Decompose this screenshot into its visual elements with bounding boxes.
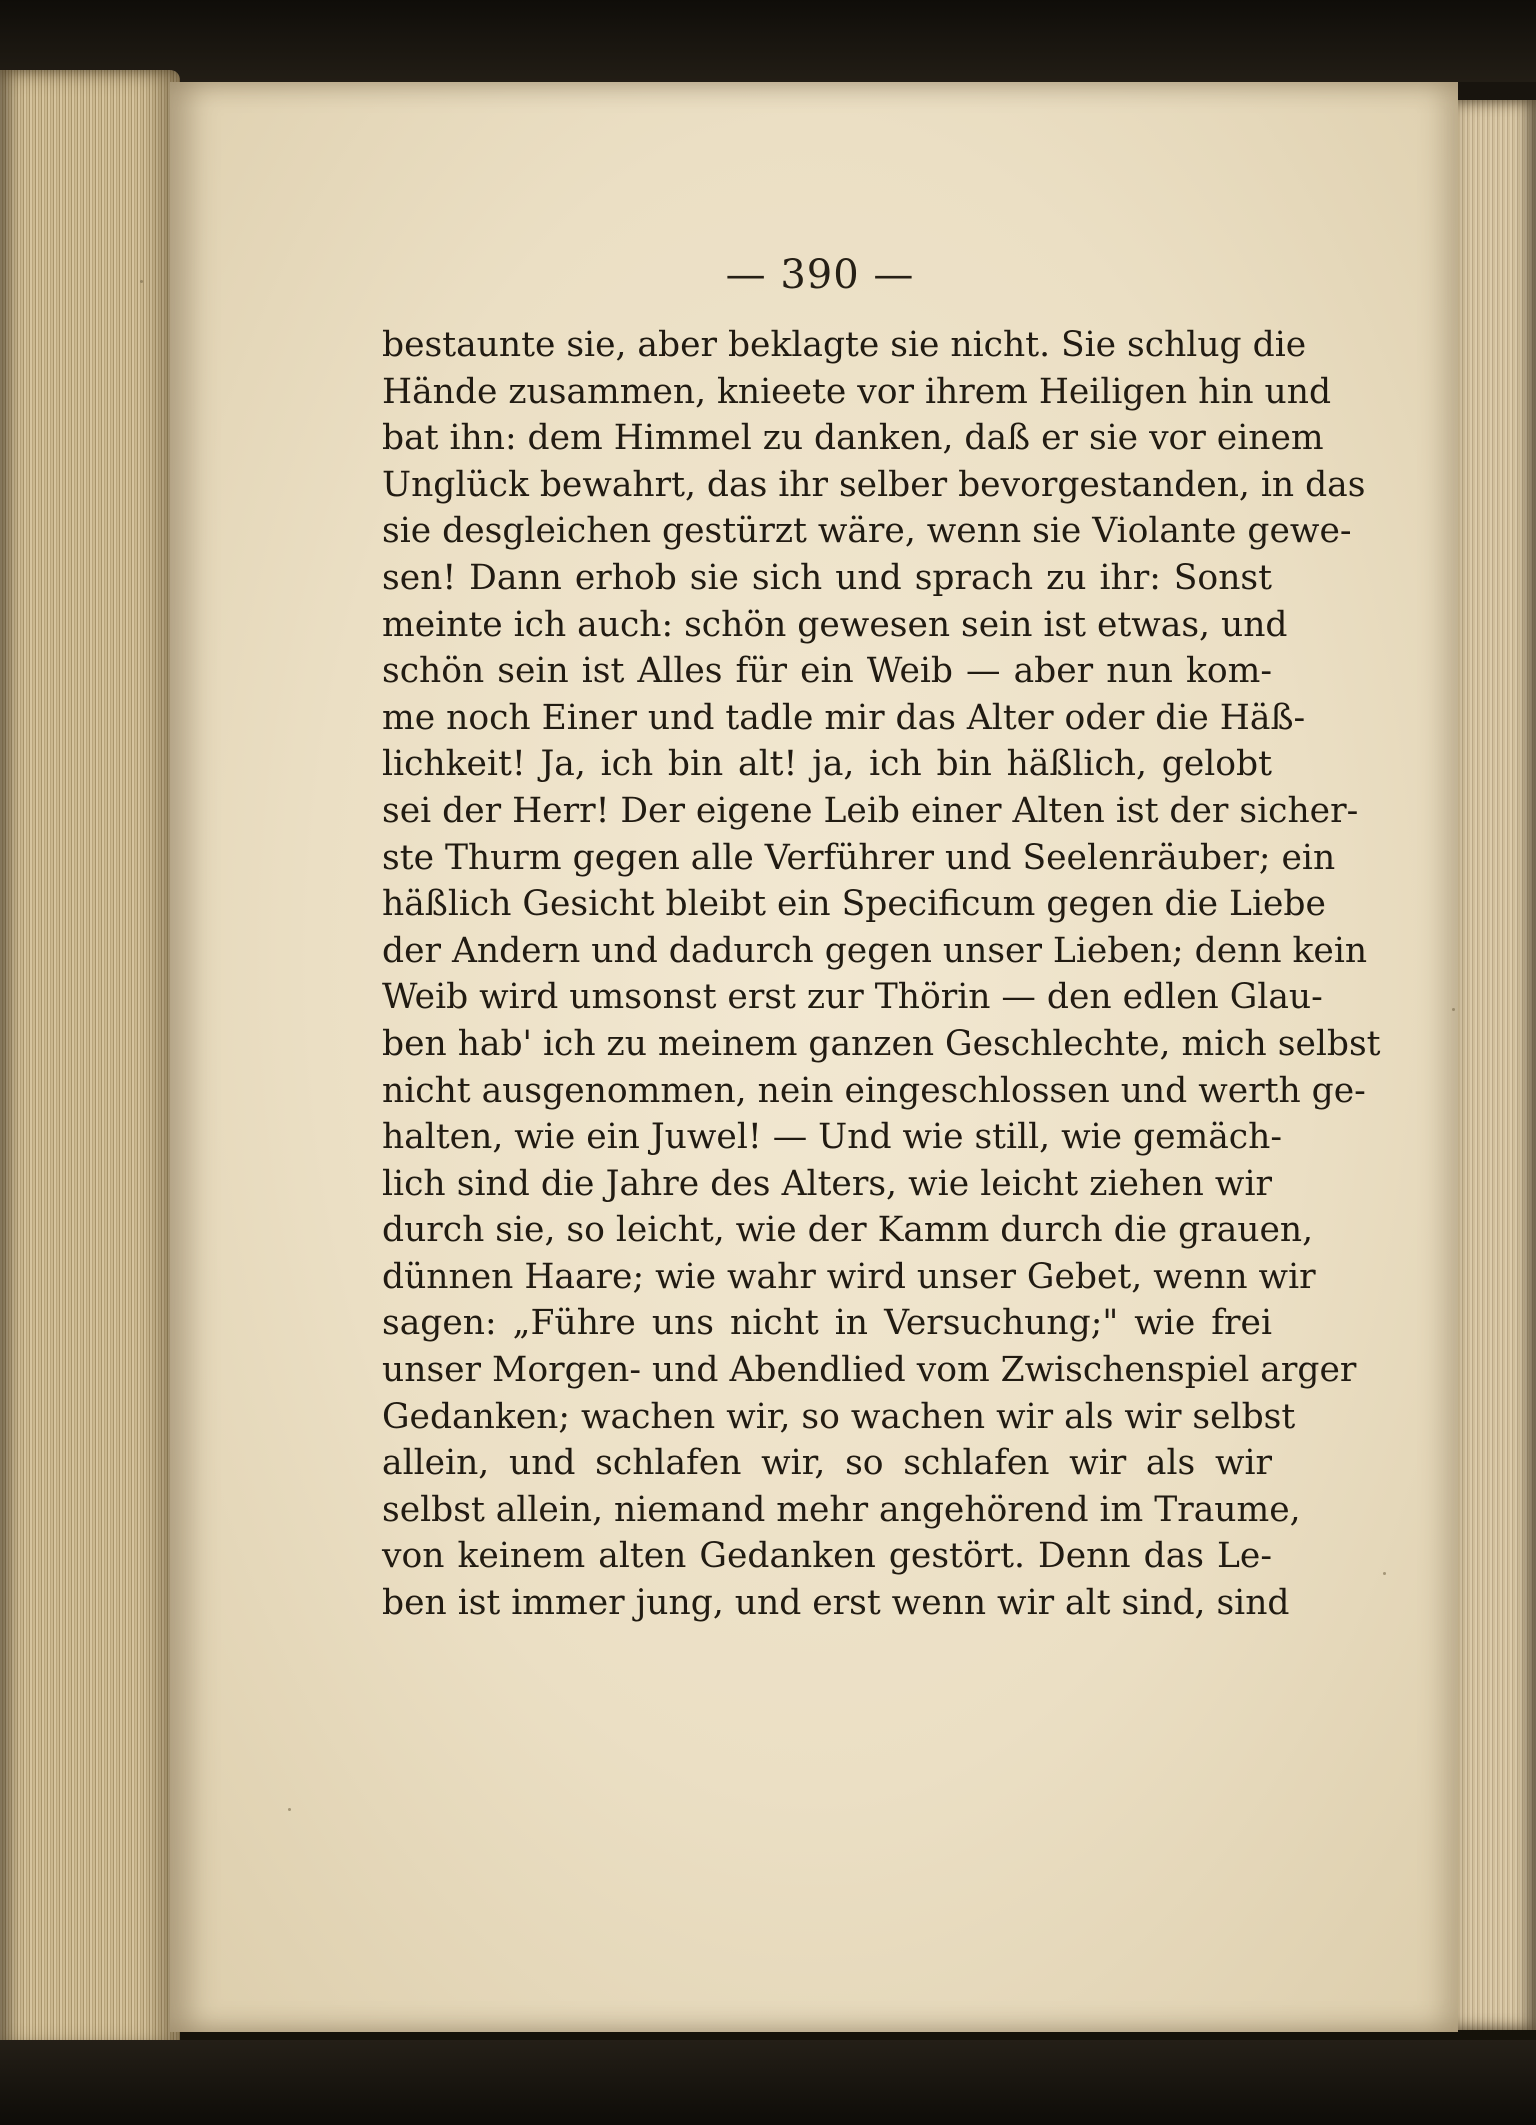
text-line: Unglück bewahrt, das ihr selber bevorgestanden, in das bbox=[382, 464, 1366, 505]
text-line: schön sein ist Alles für ein Weib — aber nun kom- bbox=[382, 651, 1272, 692]
text-line: durch sie, so leicht, wie der Kamm durch die grauen, bbox=[382, 1210, 1314, 1251]
body-text bbox=[382, 322, 1381, 1627]
paper-speck bbox=[288, 1808, 291, 1811]
text-line: der Andern und dadurch gegen unser Lieben; denn kein bbox=[382, 930, 1368, 971]
text-line: bestaunte sie, aber beklagte sie nicht. Sie schlug die bbox=[382, 325, 1307, 365]
text-line: me noch Einer und tadle mir das Alter oder die Häß- bbox=[382, 697, 1306, 738]
cover-board-top bbox=[0, 0, 1536, 82]
text-line: dünnen Haare; wie wahr wird unser Gebet, wenn wir bbox=[382, 1256, 1316, 1297]
text-line: allein, und schlafen wir, so schlafen wir als wir bbox=[382, 1443, 1272, 1484]
cover-board-bottom bbox=[0, 2040, 1536, 2125]
paper-speck bbox=[140, 280, 143, 283]
text-line: sie desgleichen gestürzt wäre, wenn sie Violante gewe- bbox=[382, 511, 1352, 552]
text-line: Hände zusammen, knieete vor ihrem Heiligen hin und bbox=[382, 371, 1332, 412]
text-line: selbst allein, niemand mehr angehörend im Traume, bbox=[382, 1489, 1301, 1530]
paper-speck bbox=[1452, 1008, 1455, 1011]
text-line: Gedanken; wachen wir, so wachen wir als wir selbst bbox=[382, 1396, 1296, 1437]
text-line: von keinem alten Gedanken gestört. Denn das Le- bbox=[382, 1536, 1272, 1577]
text-line: nicht ausgenommen, nein eingeschlossen und werth ge- bbox=[382, 1070, 1366, 1111]
text-line: unser Morgen- und Abendlied vom Zwischenspiel arger bbox=[382, 1350, 1357, 1391]
text-line: bat ihn: dem Himmel zu danken, daß er sie vor einem bbox=[382, 418, 1324, 459]
text-line: sagen: „Führe uns nicht in Versuchung;" wie frei bbox=[382, 1303, 1272, 1344]
text-line: ben hab' ich zu meinem ganzen Geschlechte, mich selbst bbox=[382, 1023, 1381, 1064]
paper-speck bbox=[1383, 1572, 1386, 1575]
text-line: ste Thurm gegen alle Verführer und Seelenräuber; ein bbox=[382, 837, 1336, 878]
text-line: häßlich Gesicht bleibt ein Specificum gegen die Liebe bbox=[382, 884, 1326, 925]
text-line: ben ist immer jung, und erst wenn wir alt sind, sind bbox=[382, 1583, 1290, 1624]
text-line: meinte ich auch: schön gewesen sein ist etwas, und bbox=[382, 604, 1288, 645]
text-line: Weib wird umsonst erst zur Thörin — den edlen Glau- bbox=[382, 977, 1323, 1018]
page-edges-left bbox=[0, 70, 180, 2050]
text-line: sei der Herr! Der eigene Leib einer Alten ist der sicher- bbox=[382, 790, 1359, 831]
text-line: sen! Dann erhob sie sich und sprach zu ihr: Sonst bbox=[382, 557, 1272, 598]
page-number: — 390 — bbox=[725, 252, 915, 298]
text-line: lich sind die Jahre des Alters, wie leicht ziehen wir bbox=[382, 1163, 1272, 1204]
text-line: halten, wie ein Juwel! — Und wie still, wie gemäch- bbox=[382, 1117, 1282, 1158]
text-line: lichkeit! Ja, ich bin alt! ja, ich bin häßlich, gelobt bbox=[382, 744, 1272, 785]
